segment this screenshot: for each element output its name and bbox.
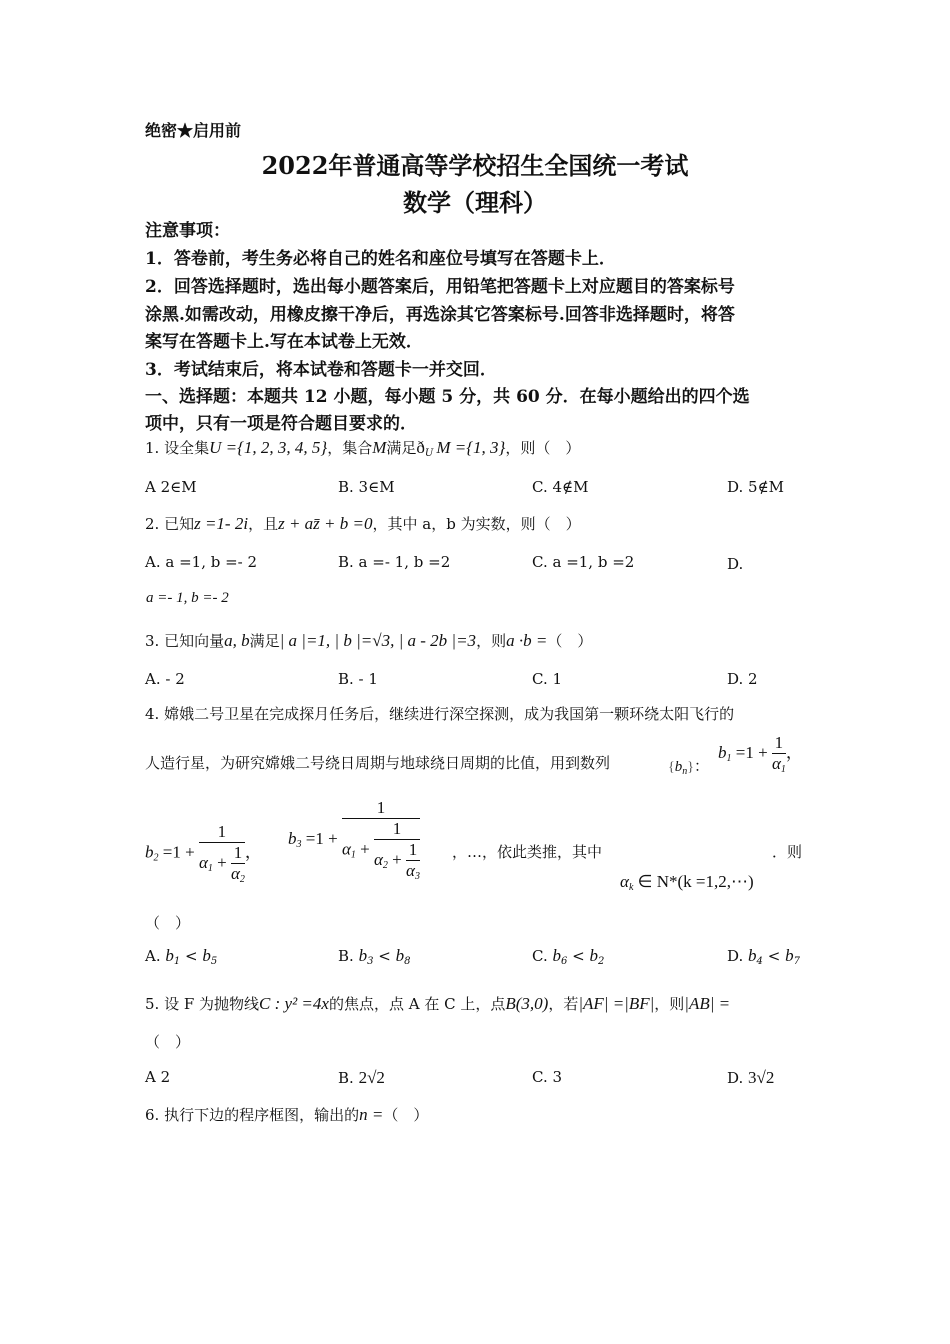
q1-condition: M ={1, 3} xyxy=(436,438,506,457)
q5-answer-paren: （ ） xyxy=(145,1033,191,1051)
question-5-stem xyxy=(145,993,730,1014)
q1-option-b: B. 3∈M xyxy=(338,478,395,496)
q5-condition: |AF| =|BF| xyxy=(578,994,655,1013)
section-heading-line-2: 项中，只有一项是符合题目要求的． xyxy=(145,414,417,434)
q2-option-c: C. a =1, b =2 xyxy=(532,553,635,571)
q4-b2-fraction: 1 $\alpha_1$ + $\frac{1}{\alpha_2}$ xyxy=(198,822,245,885)
q5-mid: 的焦点，点 A 在 C 上，点 xyxy=(328,995,506,1013)
q4-b1-formula: $b_1 =1$ + $\frac{1}{\alpha_1}$ ， xyxy=(718,733,803,775)
q5-tail: ，则 xyxy=(654,995,685,1013)
q2-mid: ，且 xyxy=(248,515,279,533)
q5-option-d: D. 3√2 xyxy=(727,1068,775,1087)
q5-option-a: A 2 xyxy=(145,1068,171,1086)
q3-paren: （ ） xyxy=(547,632,593,650)
q1-option-a: A 2∈M xyxy=(145,478,197,496)
q2-option-d: D. xyxy=(727,555,744,573)
q1-universal-set: U ={1, 2, 3, 4, 5} xyxy=(209,438,328,457)
notice-item-2-line-2: 涂黑.如需改动，用橡皮擦干净后，再选涂其它答案标号.回答非选择题时，将答 xyxy=(145,305,735,325)
q3-vectors: a, b xyxy=(224,631,250,650)
q2-equation: z + az̄ + b =0 xyxy=(278,514,373,533)
exam-subtitle: 数学（理科） xyxy=(403,188,547,217)
q1-mid: ，集合 xyxy=(327,439,373,457)
q4-b1-fraction: $\frac{1}{\alpha_1}$ xyxy=(771,733,786,775)
q3-option-b: B. - 1 xyxy=(338,670,378,688)
q4-option-a: A. $b_1 < b_5$ xyxy=(145,946,218,967)
q2-option-b: B. a =- 1, b =2 xyxy=(338,553,451,571)
q3-option-d: D. 2 xyxy=(727,670,758,688)
q1-prefix: 1. 设全集 xyxy=(145,439,210,457)
question-1-stem xyxy=(145,437,580,459)
question-4-line-1: 4. 嫦娥二号卫星在完成探月任务后，继续进行深空探测，成为我国第一颗环绕太阳飞行的 xyxy=(145,705,735,723)
q5-option-c: C. 3 xyxy=(532,1068,563,1086)
q6-n: n = xyxy=(359,1105,384,1124)
section-heading-line-1: 一、选择题：本题共 12 小题，每小题 5 分，共 60 分．在每小题给出的四个选 xyxy=(145,387,750,407)
question-4-line-2: 人造行星，为研究嫦娥二号绕日周期与地球绕日周期的比值，用到数列 xyxy=(145,754,611,772)
question-2-stem xyxy=(145,513,581,534)
q4-option-c: C. $b_6 < b_2$ xyxy=(532,946,605,967)
q4-b3-formula: $b_3 =1$ + 1 $\alpha_1$ + 1 $\alpha_2$ + $\frac{1}{\alpha_3}$ xyxy=(288,798,420,882)
q1-option-c: C. 4∉M xyxy=(532,478,589,496)
q3-mid: 满足 xyxy=(249,632,280,650)
q5-parabola: C : y² =4x xyxy=(259,994,329,1013)
q5-prefix: 5. 设 F 为抛物线 xyxy=(145,995,260,1013)
q4-etc-text: ，…，依此类推，其中 xyxy=(452,843,603,861)
q3-option-c: C. 1 xyxy=(532,670,563,688)
notice-item-3: 3．考试结束后，将本试卷和答题卡一并交回． xyxy=(145,360,497,380)
q3-prefix: 3. 已知向量 xyxy=(145,632,225,650)
notice-heading: 注意事项： xyxy=(145,221,230,241)
q4-b2-formula: $b_2 =1$ + 1 $\alpha_1$ + $\frac{1}{\alpha_2}$ ， xyxy=(145,822,262,885)
q4-option-b: B. $b_3 < b_8$ xyxy=(338,946,411,967)
q6-paren: （ ） xyxy=(383,1106,429,1124)
q1-mid2: 满足 xyxy=(386,439,417,457)
q4-b3-fraction: 1 $\alpha_1$ + 1 $\alpha_2$ + $\frac{1}{\alpha_3}$ xyxy=(341,798,420,882)
q6-text: 6. 执行下边的程序框图，输出的 xyxy=(145,1106,360,1124)
q1-complement-symbol: ð xyxy=(416,438,425,457)
q1-set-m: M xyxy=(372,438,387,457)
q1-complement-subscript: U xyxy=(424,448,434,459)
secret-label: 绝密★启用前 xyxy=(145,121,242,140)
q4-then-text: ．则 xyxy=(772,843,803,861)
q2-z: z =1- 2i xyxy=(194,514,249,533)
question-6-stem xyxy=(145,1104,428,1125)
q3-option-a: A. - 2 xyxy=(145,670,185,688)
q1-tail: ，则（ ） xyxy=(505,439,581,457)
q2-prefix: 2. 已知 xyxy=(145,515,195,533)
q4-option-d: D. $b_4 < b_7$ xyxy=(727,946,800,967)
q1-option-d: D. 5∉M xyxy=(727,478,785,496)
q4-alpha-k-condition: $\alpha_k$ ∈ N*(k =1,2,⋯) xyxy=(620,872,754,893)
q3-condition: | a |=1, | b |=√3, | a - 2b |=3 xyxy=(279,631,477,650)
q5-point-b: B(3,0) xyxy=(505,994,549,1013)
q2-tail: ，其中 a，b 为实数，则（ ） xyxy=(372,515,581,533)
q5-option-b: B. 2√2 xyxy=(338,1068,385,1087)
notice-item-2-line-1: 2．回答选择题时，选出每小题答案后，用铅笔把答题卡上对应题目的答案标号 xyxy=(145,277,735,297)
exam-title: 2022年普通高等学校招生全国统一考试 xyxy=(261,151,689,180)
q3-dot-product: a ·b = xyxy=(506,631,548,650)
question-3-stem xyxy=(145,630,592,651)
q2-option-a: A. a =1, b =- 2 xyxy=(145,553,258,571)
q4-answer-paren: （ ） xyxy=(145,914,191,932)
q5-mid2: ，若 xyxy=(548,995,579,1013)
q5-ask: |AB| = xyxy=(684,994,731,1013)
notice-item-2-line-3: 案写在答题卡上.写在本试卷上无效． xyxy=(145,332,423,352)
q2-option-d-expression: a =- 1, b =- 2 xyxy=(146,590,229,606)
notice-item-1: 1．答卷前，考生务必将自己的姓名和座位号填写在答题卡上． xyxy=(145,249,616,269)
q4-sequence-symbol: $\{b_n\}$： xyxy=(668,759,709,777)
q3-tail: ，则 xyxy=(476,632,507,650)
